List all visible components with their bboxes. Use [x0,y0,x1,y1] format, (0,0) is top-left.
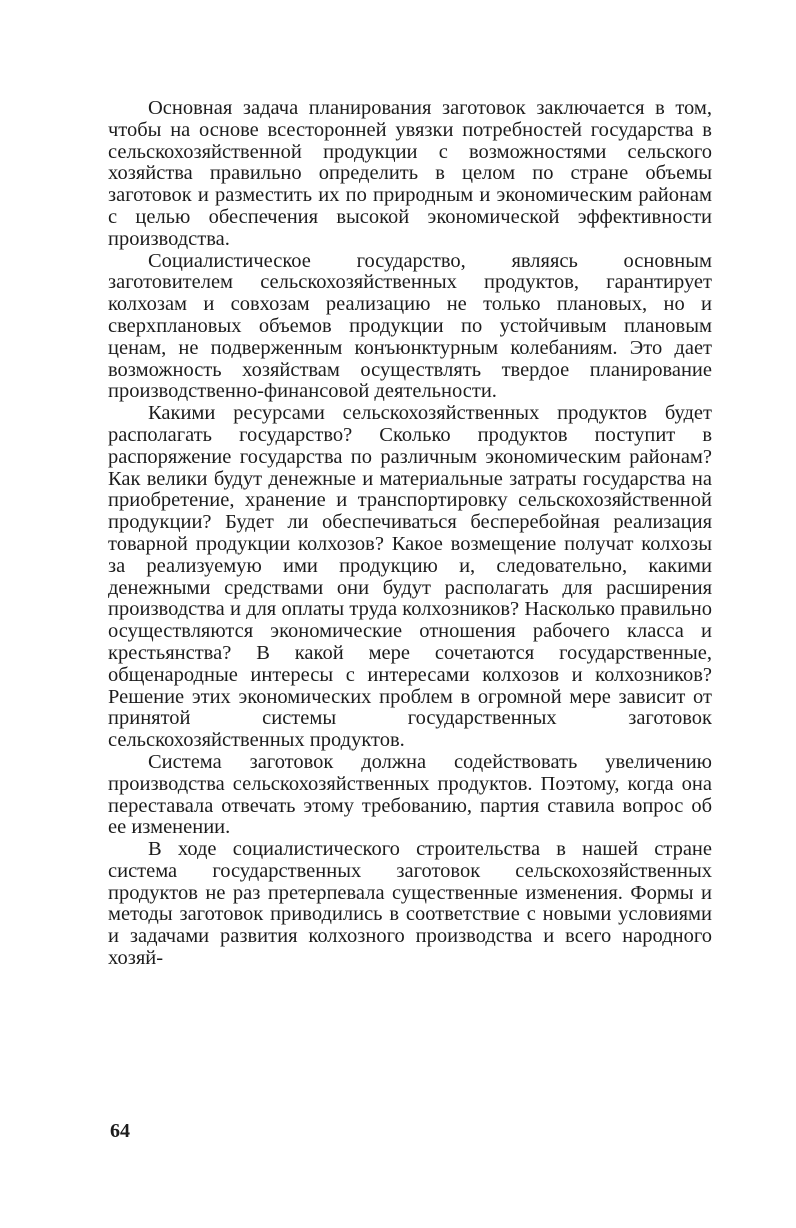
paragraph-1: Основная задача планирования заготовок заключается в том, чтобы на основе всесторонней увязки потребностей государства в сельскохозяйственной продукции с возможностями сельского хозяйства правильно определить в целом по стране объемы заготовок и разместить их по природным и экономическим районам с целью обеспечения высокой экономической эффективности производства. [108,97,712,250]
paragraph-2: Социалистическое государство, являясь основным заготовителем сельскохозяйственных продуктов, гарантирует колхозам и совхозам реализацию не только плановых, но и сверхплановых объемов продукции по устойчивым плановым ценам, не подверженным конъюнктурным колебаниям. Это дает возможность хозяйствам осуществлять твердое планирование производственно-финансовой деятельности. [108,249,712,403]
paragraph-5: В ходе социалистического строительства в нашей стране система государственных заготовок сельскохозяйственных продуктов не раз претерпевала существенные изменения. Формы и методы заготовок приводились в соответствие с новыми условиями и задачами развития колхозного производства и всего народного хозяй- [108,838,712,970]
paragraph-3: Какими ресурсами сельскохозяйственных продуктов будет располагать государство? Сколько продуктов поступит в распоряжение государства по различным экономическим районам? Как велики будут денежные и материальные затраты государства на приобретение, хранение и транспортировку сельскохозяйственной продукции? Будет ли обеспечиваться бесперебойная реализация товарной продукции колхозов? Какое возмещение получат колхозы за реализуемую ими продукцию и, следовательно, какими денежными средствами они будут располагать для расширения производства и для оплаты труда колхозников? Насколько правильно осуществляются экономические отношения рабочего класса и крестьянства? В какой мере сочетаются государственные, общенародные интересы с интересами колхозов и колхозников? Решение этих экономических проблем в огромной мере зависит от принятой системы государственных заготовок сельскохозяйственных продуктов. [108,402,712,752]
paragraph-4: Система заготовок должна содействовать увеличению производства сельскохозяйственных продуктов. Поэтому, когда она переставала отвечать этому требованию, партия ставила вопрос об ее изменении. [108,750,712,839]
page-number: 64 [110,1120,130,1142]
body-text [108,98,712,970]
